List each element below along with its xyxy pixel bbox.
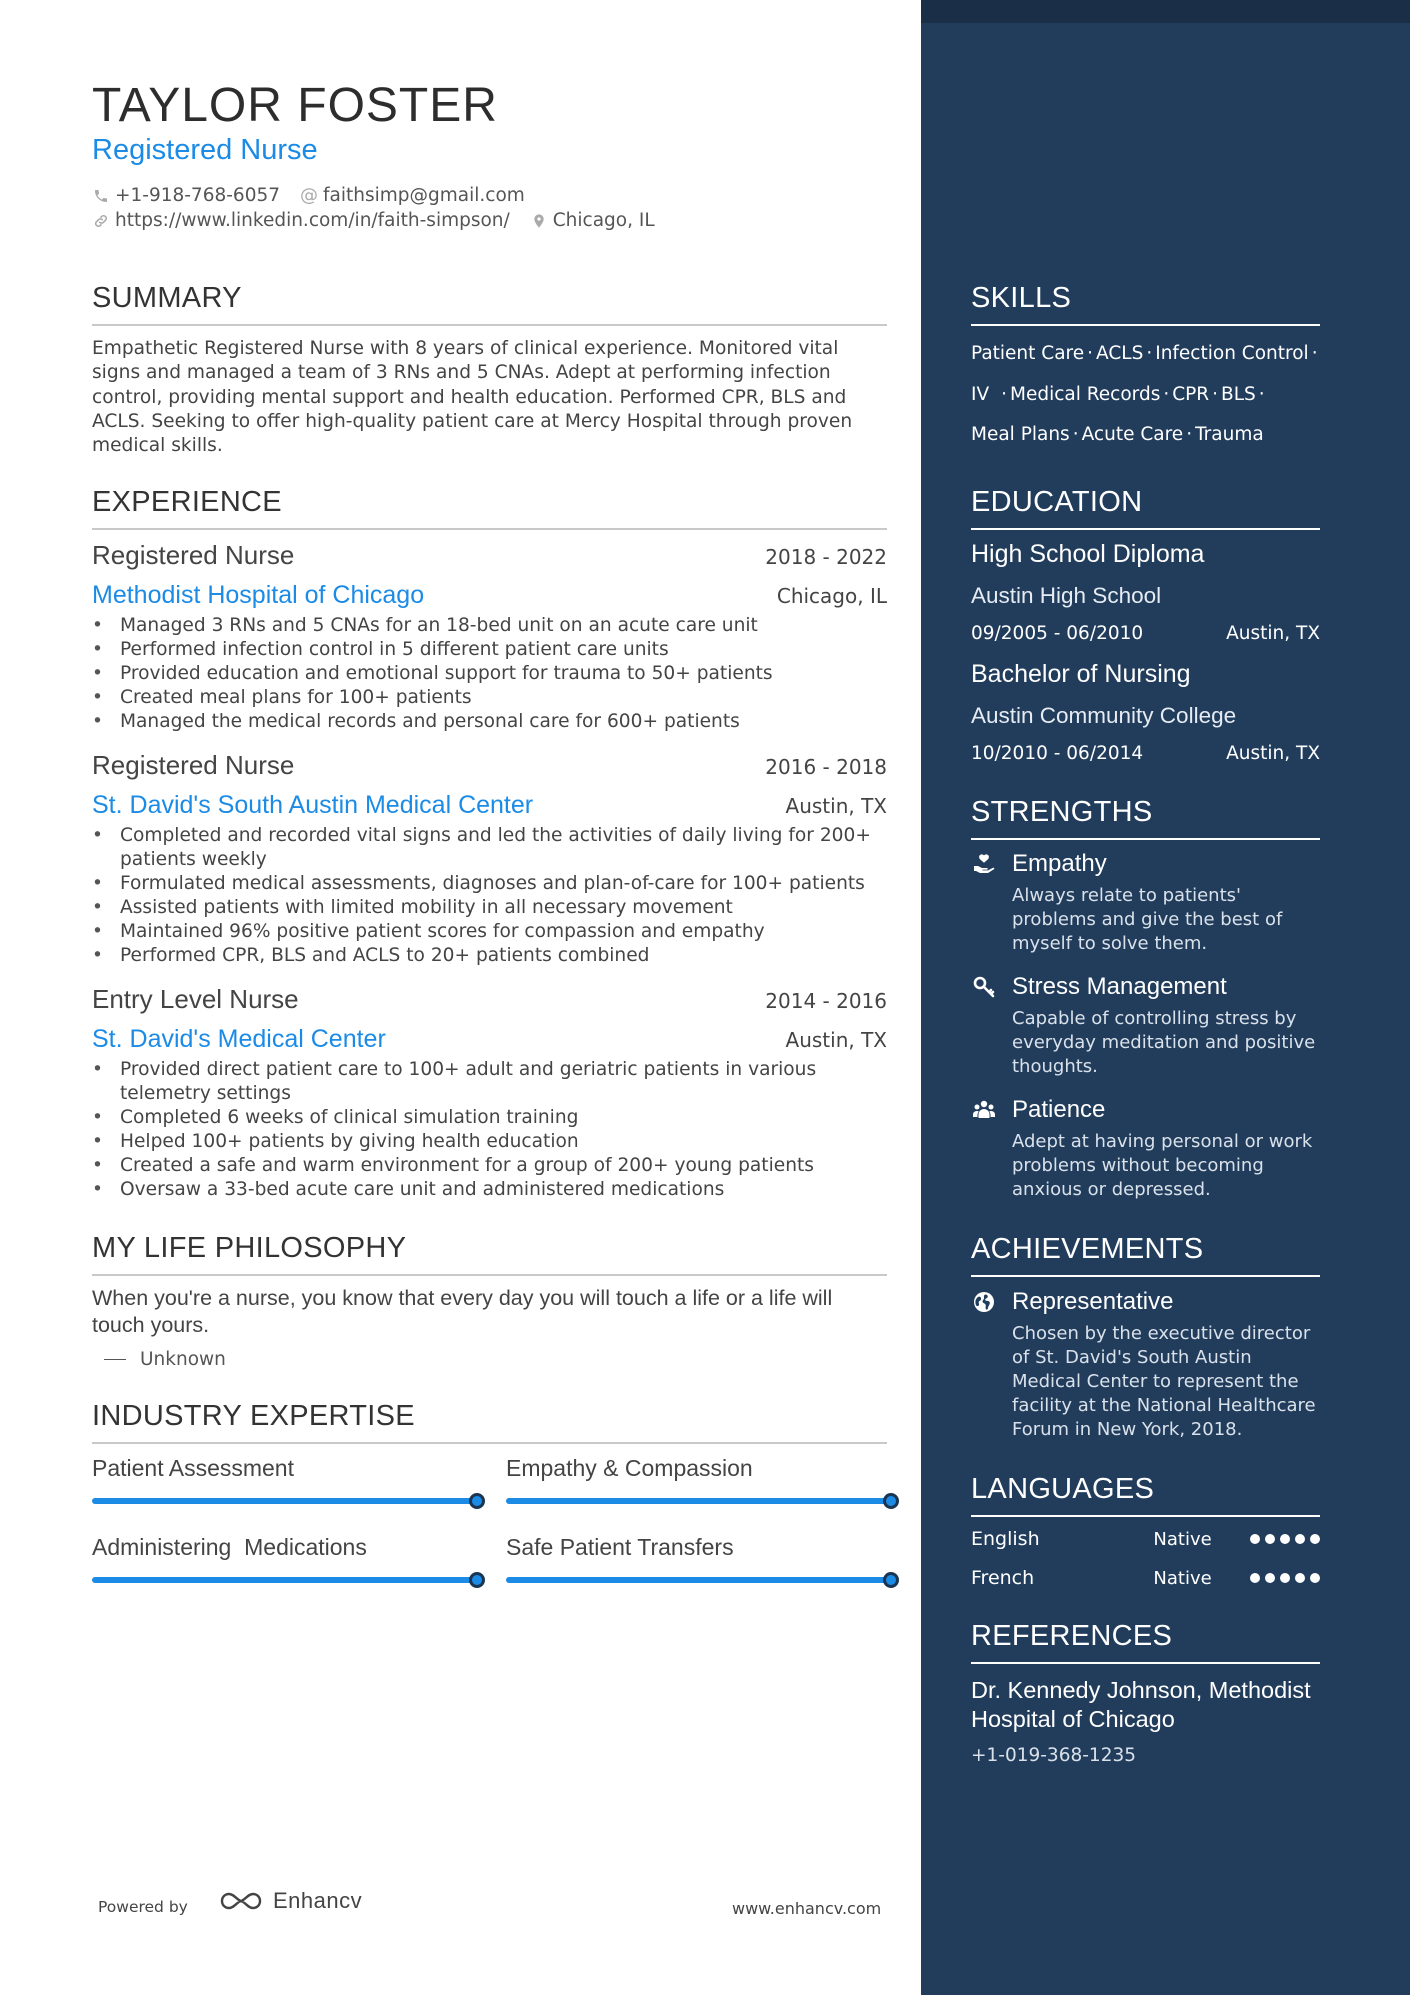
key-icon <box>971 974 997 1000</box>
edu-degree: High School Diploma <box>971 540 1205 568</box>
job-entry <box>92 540 887 734</box>
skill-tag: Medical Records <box>1010 383 1161 405</box>
skill-tag: Acute Care <box>1081 424 1184 445</box>
job-location: Austin, TX <box>785 794 887 818</box>
skills-heading: SKILLS <box>971 282 1320 326</box>
expertise-label: Administering Medications <box>92 1534 367 1560</box>
skills-line: Patient Care · ACLS · Infection Control · <box>971 343 1318 364</box>
language-item <box>971 1528 1320 1550</box>
language-dot <box>1250 1534 1260 1544</box>
dash-icon <box>104 1359 126 1361</box>
job-bullets <box>92 1058 887 1202</box>
job-title: Entry Level Nurse <box>92 984 299 1014</box>
job-bullet: • Provided direct patient care to 100+ adult and geriatric patients in various telemetry settings <box>92 1058 887 1106</box>
language-name: English <box>971 1528 1040 1550</box>
languages-heading: LANGUAGES <box>971 1473 1320 1517</box>
job-bullet: • Managed the medical records and personal care for 600+ patients <box>92 710 887 734</box>
expertise-label: Empathy & Compassion <box>506 1455 753 1481</box>
contact-linkedin[interactable] <box>92 210 510 231</box>
achievement-name: Representative <box>1012 1288 1174 1315</box>
globe-icon <box>971 1289 997 1315</box>
strength-item <box>971 1096 1320 1202</box>
contact-row-1 <box>92 185 545 206</box>
language-dot <box>1280 1573 1290 1583</box>
job-bullet: • Helped 100+ patients by giving health education <box>92 1130 887 1154</box>
strength-name: Empathy <box>1012 850 1107 877</box>
language-dot <box>1295 1534 1305 1544</box>
skill-tag: CPR <box>1172 383 1210 405</box>
philosophy-quote: When you're a nurse, you know that every day you will touch a life or a life will touch yours. <box>92 1286 833 1337</box>
brand-name: Enhancv <box>273 1888 363 1913</box>
contact-email[interactable] <box>300 185 525 206</box>
email-text: faithsimp@gmail.com <box>323 185 525 206</box>
map-pin-icon <box>530 212 548 230</box>
job-entry <box>92 750 887 968</box>
language-level: Native <box>1153 1567 1212 1589</box>
job-bullet: • Managed 3 RNs and 5 CNAs for an 18-bed unit on an acute care unit <box>92 614 887 638</box>
infinity-logo-icon <box>217 1889 265 1913</box>
skill-tag: Patient Care <box>971 343 1085 364</box>
job-bullet: • Oversaw a 33-bed acute care unit and administered medications <box>92 1178 887 1202</box>
strengths-heading: STRENGTHS <box>971 796 1320 840</box>
skills-list <box>971 334 1326 456</box>
strength-name: Stress Management <box>1012 973 1227 1000</box>
strength-desc: Always relate to patients' problems and give the best of myself to solve them. <box>1012 885 1283 954</box>
sidebar-top-band <box>921 0 1410 23</box>
contact-location <box>530 210 655 231</box>
achievement-item <box>971 1288 1320 1442</box>
language-dot <box>1280 1534 1290 1544</box>
expertise-bar-fill <box>92 1577 477 1583</box>
job-bullet: • Created meal plans for 100+ patients <box>92 686 887 710</box>
language-dots <box>1250 1573 1320 1583</box>
summary-text: Empathetic Registered Nurse with 8 years of clinical experience. Monitored vital signs and managed a team of 3 RNs and 5 CNAs. Adept at performing infection control, providing mental support and health education. Performed CPR, BLS and ACLS. Seeking to offer high-quality patient care at Mercy Hospital through proven medical skills. <box>92 338 853 457</box>
language-dots <box>1250 1534 1320 1544</box>
job-dates: 2016 - 2018 <box>765 755 887 779</box>
skills-line: Meal Plans · Acute Care · Trauma <box>971 424 1264 445</box>
footer-url[interactable]: www.enhancv.com <box>732 1899 882 1918</box>
at-icon: @ <box>300 185 319 206</box>
phone-icon <box>92 187 110 205</box>
expertise-item <box>92 1534 480 1561</box>
language-dot <box>1265 1573 1275 1583</box>
skill-tag: Trauma <box>1195 424 1264 445</box>
hand-heart-icon <box>971 851 997 877</box>
job-bullet: • Provided education and emotional support for trauma to 50+ patients <box>92 662 887 686</box>
language-item <box>971 1567 1320 1589</box>
edu-degree: Bachelor of Nursing <box>971 660 1191 688</box>
experience-heading: EXPERIENCE <box>92 486 887 530</box>
phone-text: +1-918-768-6057 <box>115 185 281 206</box>
skill-tag: ACLS <box>1096 343 1144 364</box>
location-text: Chicago, IL <box>552 210 655 231</box>
job-bullet: • Maintained 96% positive patient scores for compassion and empathy <box>92 920 887 944</box>
reference-phone: +1-019-368-1235 <box>971 1745 1137 1766</box>
job-company: St. David's South Austin Medical Center <box>92 791 534 819</box>
enhancv-logo[interactable] <box>217 1888 362 1914</box>
edu-school: Austin Community College <box>971 703 1237 728</box>
linkedin-text: https://www.linkedin.com/in/faith-simpson/ <box>115 210 510 231</box>
expertise-label: Patient Assessment <box>92 1455 294 1481</box>
reference-name: Dr. Kennedy Johnson, Methodist Hospital of Chicago <box>971 1677 1311 1732</box>
candidate-role: Registered Nurse <box>92 134 318 166</box>
link-icon <box>92 212 110 230</box>
job-bullet: • Formulated medical assessments, diagnoses and plan-of-care for 100+ patients <box>92 872 887 896</box>
job-dates: 2014 - 2016 <box>765 989 887 1013</box>
job-bullets <box>92 614 887 734</box>
expertise-bar-fill <box>506 1498 891 1504</box>
edu-dates: 09/2005 - 06/2010 <box>971 623 1144 644</box>
achievement-desc: Chosen by the executive director of St. David's South Austin Medical Center to represent the facility at the National Healthcare Forum in New York, 2018. <box>1012 1323 1316 1440</box>
education-entry <box>971 660 1320 764</box>
expertise-bar <box>506 1498 891 1504</box>
job-bullet: • Performed CPR, BLS and ACLS to 20+ patients combined <box>92 944 887 968</box>
expertise-label: Safe Patient Transfers <box>506 1534 734 1560</box>
expertise-item <box>92 1455 480 1482</box>
expertise-bar <box>506 1577 891 1583</box>
skill-tag: IV <box>971 383 990 405</box>
expertise-bar <box>92 1577 477 1583</box>
expertise-item <box>506 1534 894 1561</box>
quote-author-name: Unknown <box>140 1349 226 1370</box>
skill-tag: BLS <box>1221 383 1256 405</box>
expertise-bar-fill <box>506 1577 891 1583</box>
edu-school: Austin High School <box>971 583 1162 608</box>
job-title: Registered Nurse <box>92 750 295 780</box>
job-bullet: • Completed and recorded vital signs and led the activities of daily living for 200+ patients weekly <box>92 824 887 872</box>
expertise-bar-knob <box>469 1493 485 1509</box>
language-dot <box>1250 1573 1260 1583</box>
language-dot <box>1310 1573 1320 1583</box>
strength-name: Patience <box>1012 1096 1106 1123</box>
expertise-bar-fill <box>92 1498 477 1504</box>
job-company: St. David's Medical Center <box>92 1025 386 1053</box>
education-entry <box>971 540 1320 644</box>
users-icon <box>971 1097 997 1123</box>
candidate-name: TAYLOR FOSTER <box>92 79 498 132</box>
summary-heading: SUMMARY <box>92 282 887 326</box>
expertise-bar-knob <box>469 1572 485 1588</box>
skill-tag: Meal Plans <box>971 424 1070 445</box>
edu-location: Austin, TX <box>1226 743 1320 764</box>
education-heading: EDUCATION <box>971 486 1320 530</box>
language-name: French <box>971 1567 1035 1589</box>
job-location: Chicago, IL <box>776 584 887 608</box>
skill-tag: Infection Control <box>1155 343 1309 364</box>
strength-desc: Capable of controlling stress by everyday meditation and positive thoughts. <box>1012 1008 1316 1077</box>
job-bullets <box>92 824 887 968</box>
achievements-heading: ACHIEVEMENTS <box>971 1233 1320 1277</box>
language-dot <box>1265 1534 1275 1544</box>
expertise-bar-knob <box>883 1493 899 1509</box>
expertise-bar-knob <box>883 1572 899 1588</box>
sidebar <box>921 0 1410 1995</box>
philosophy-heading: MY LIFE PHILOSOPHY <box>92 1232 887 1276</box>
job-company: Methodist Hospital of Chicago <box>92 581 425 609</box>
edu-dates: 10/2010 - 06/2014 <box>971 743 1144 764</box>
job-location: Austin, TX <box>785 1028 887 1052</box>
contact-phone[interactable] <box>92 185 280 206</box>
expertise-item <box>506 1455 894 1482</box>
strength-item <box>971 850 1320 956</box>
powered-by-label: Powered by <box>98 1898 188 1916</box>
contact-row-2 <box>92 210 675 231</box>
strength-desc: Adept at having personal or work problems without becoming anxious or depressed. <box>1012 1131 1313 1200</box>
job-bullet: • Created a safe and warm environment for a group of 200+ young patients <box>92 1154 887 1178</box>
job-bullet: • Assisted patients with limited mobility in all necessary movement <box>92 896 887 920</box>
job-dates: 2018 - 2022 <box>765 545 887 569</box>
job-title: Registered Nurse <box>92 540 295 570</box>
language-dot <box>1295 1573 1305 1583</box>
quote-author <box>104 1349 226 1370</box>
language-dot <box>1310 1534 1320 1544</box>
skills-line: IV · Medical Records · CPR · BLS · <box>971 383 1265 405</box>
strength-item <box>971 973 1320 1079</box>
edu-location: Austin, TX <box>1226 623 1320 644</box>
language-level: Native <box>1153 1528 1212 1550</box>
job-bullet: • Completed 6 weeks of clinical simulation training <box>92 1106 887 1130</box>
references-heading: REFERENCES <box>971 1620 1320 1664</box>
job-bullet: • Performed infection control in 5 different patient care units <box>92 638 887 662</box>
expertise-bar <box>92 1498 477 1504</box>
job-entry <box>92 984 887 1202</box>
expertise-heading: INDUSTRY EXPERTISE <box>92 1400 887 1444</box>
